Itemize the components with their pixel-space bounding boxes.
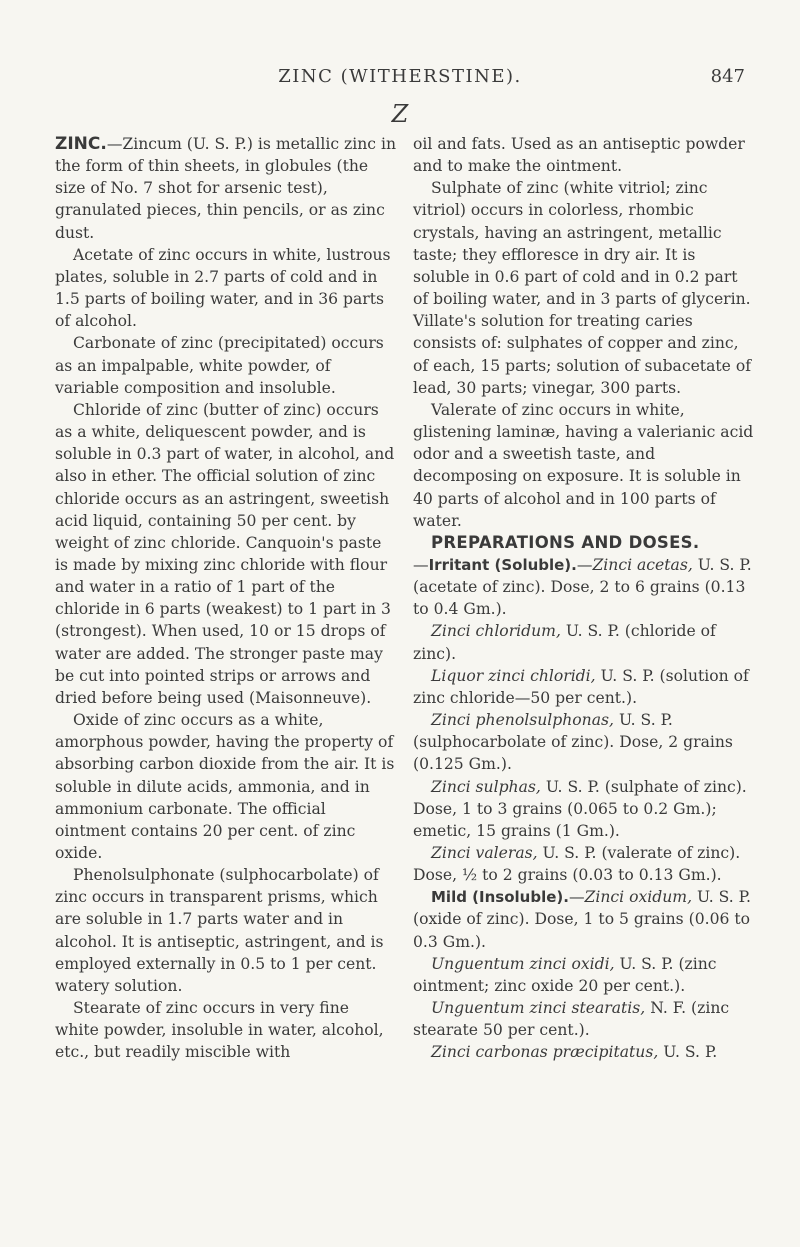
irritant-entry: —Irritant (Soluble).—Zinci acetas, U. S. P. (acetate of zinc). Dose, 2 to 6 grains (0.13 to 0.4 Gm.). bbox=[413, 555, 752, 619]
phenolsulphonas-entry: Zinci phenolsulphonas, U. S. P. (sulphocarbolate of zinc). Dose, 2 grains (0.125 Gm.). bbox=[413, 711, 733, 774]
right-column bbox=[413, 133, 755, 1064]
sulphate-paragraph: Sulphate of zinc (white vitriol; zinc vitriol) occurs in colorless, rhombic crystals, having an astringent, metallic taste; they effloresce in dry air. It is soluble in 0.6 part of cold and in 0.2 part of boiling water, and in 3 parts of glycerin. Villate's solution for treating caries consists of: sulphates of copper and zinc, of each, 15 parts; solution of subacetate of lead, 30 parts; vinegar, 300 parts. bbox=[413, 179, 751, 397]
running-title: ZINC (WITHERSTINE). bbox=[278, 66, 522, 87]
oxide-paragraph: Oxide of zinc occurs as a white, amorphous powder, having the property of absorbing carbon dioxide from the air. It is soluble in dilute acids, ammonia, and in ammonium carbonate. The official ointment contains 20 per cent. of zinc oxide. bbox=[55, 711, 395, 862]
chloride-paragraph: Chloride of zinc (butter of zinc) occurs as a white, deliquescent powder, and is soluble in 0.3 part of water, in alcohol, and also in ether. The official solution of zinc chloride occurs as an astringent, sweetish acid liquid, containing 50 per cent. by weight of zinc chloride. Canquoin's paste is made by mixing zinc chloride with flour and water in a ratio of 1 part of the chloride in 6 parts (weakest) to 1 part in 3 (strongest). When used, 10 or 15 drops of water are added. The stronger paste may be cut into pointed strips or arrows and dried before being used (Maisonneuve). bbox=[55, 400, 395, 707]
sulphas-entry: Zinci sulphas, U. S. P. (sulphate of zinc). Dose, 1 to 3 grains (0.065 to 0.2 Gm.); emetic, 15 grains (1 Gm.). bbox=[413, 777, 747, 840]
preparations-heading: PREPARATIONS AND DOSES. bbox=[431, 532, 700, 552]
phenolsulphonate-paragraph: Phenolsulphonate (sulphocarbolate) of zinc occurs in transparent prisms, which are soluble in 1.7 parts water and in alcohol. It is antiseptic, astringent, and is employed externally in 0.5 to 1 per cent. watery solution. bbox=[55, 866, 384, 995]
ung-stearatis-entry: Unguentum zinci stearatis, N. F. (zinc stearate 50 per cent.). bbox=[413, 999, 730, 1040]
mild-label: Mild (Insoluble). bbox=[431, 888, 569, 907]
page-number: 847 bbox=[710, 66, 745, 87]
liquor-entry: Liquor zinci chloridi, U. S. P. (solution of zinc chloride—50 per cent.). bbox=[413, 666, 749, 707]
section-letter: Z bbox=[391, 100, 409, 128]
valerate-paragraph: Valerate of zinc occurs in white, glistening laminæ, having a valerianic acid odor and a sweetish taste, and decomposing on exposure. It is soluble in 40 parts of alcohol and in 100 parts of water. bbox=[413, 400, 754, 530]
zinc-heading: ZINC. bbox=[55, 134, 107, 154]
chloridum-entry: Zinci chloridum, U. S. P. (chloride of zinc). bbox=[413, 622, 716, 663]
stearate-continued: oil and fats. Used as an antiseptic powder and to make the ointment. bbox=[413, 135, 745, 176]
zinc-text: —Zincum (U. S. P.) is metallic zinc in the form of thin sheets, in globules (the size of No. 7 shot for arsenic test), granulated pieces, thin pencils, or as zinc dust. bbox=[55, 135, 397, 242]
mild-entry: Mild (Insoluble).—Zinci oxidum, U. S. P. (oxide of zinc). Dose, 1 to 5 grains (0.06 to 0.3 Gm.). bbox=[413, 888, 751, 951]
irritant-label: Irritant (Soluble). bbox=[428, 555, 577, 574]
zinc-paragraph bbox=[55, 133, 397, 244]
running-head bbox=[0, 66, 800, 90]
ung-oxidi-entry: Unguentum zinci oxidi, U. S. P. (zinc ointment; zinc oxide 20 per cent.). bbox=[413, 954, 717, 995]
stearate-paragraph: Stearate of zinc occurs in very fine white powder, insoluble in water, alcohol, etc., but readily miscible with bbox=[55, 999, 384, 1062]
carbonas-entry: Zinci carbonas præcipitatus, U. S. P. bbox=[431, 1043, 718, 1062]
acetate-paragraph: Acetate of zinc occurs in white, lustrous plates, soluble in 2.7 parts of cold and in 1.5 parts of boiling water, and in 36 parts of alcohol. bbox=[55, 245, 391, 331]
left-column bbox=[55, 133, 397, 1064]
valeras-entry: Zinci valeras, U. S. P. (valerate of zinc). Dose, ½ to 2 grains (0.03 to 0.13 Gm.). bbox=[413, 844, 741, 885]
carbonate-paragraph: Carbonate of zinc (precipitated) occurs as an impalpable, white powder, of variable composition and insoluble. bbox=[55, 334, 384, 397]
